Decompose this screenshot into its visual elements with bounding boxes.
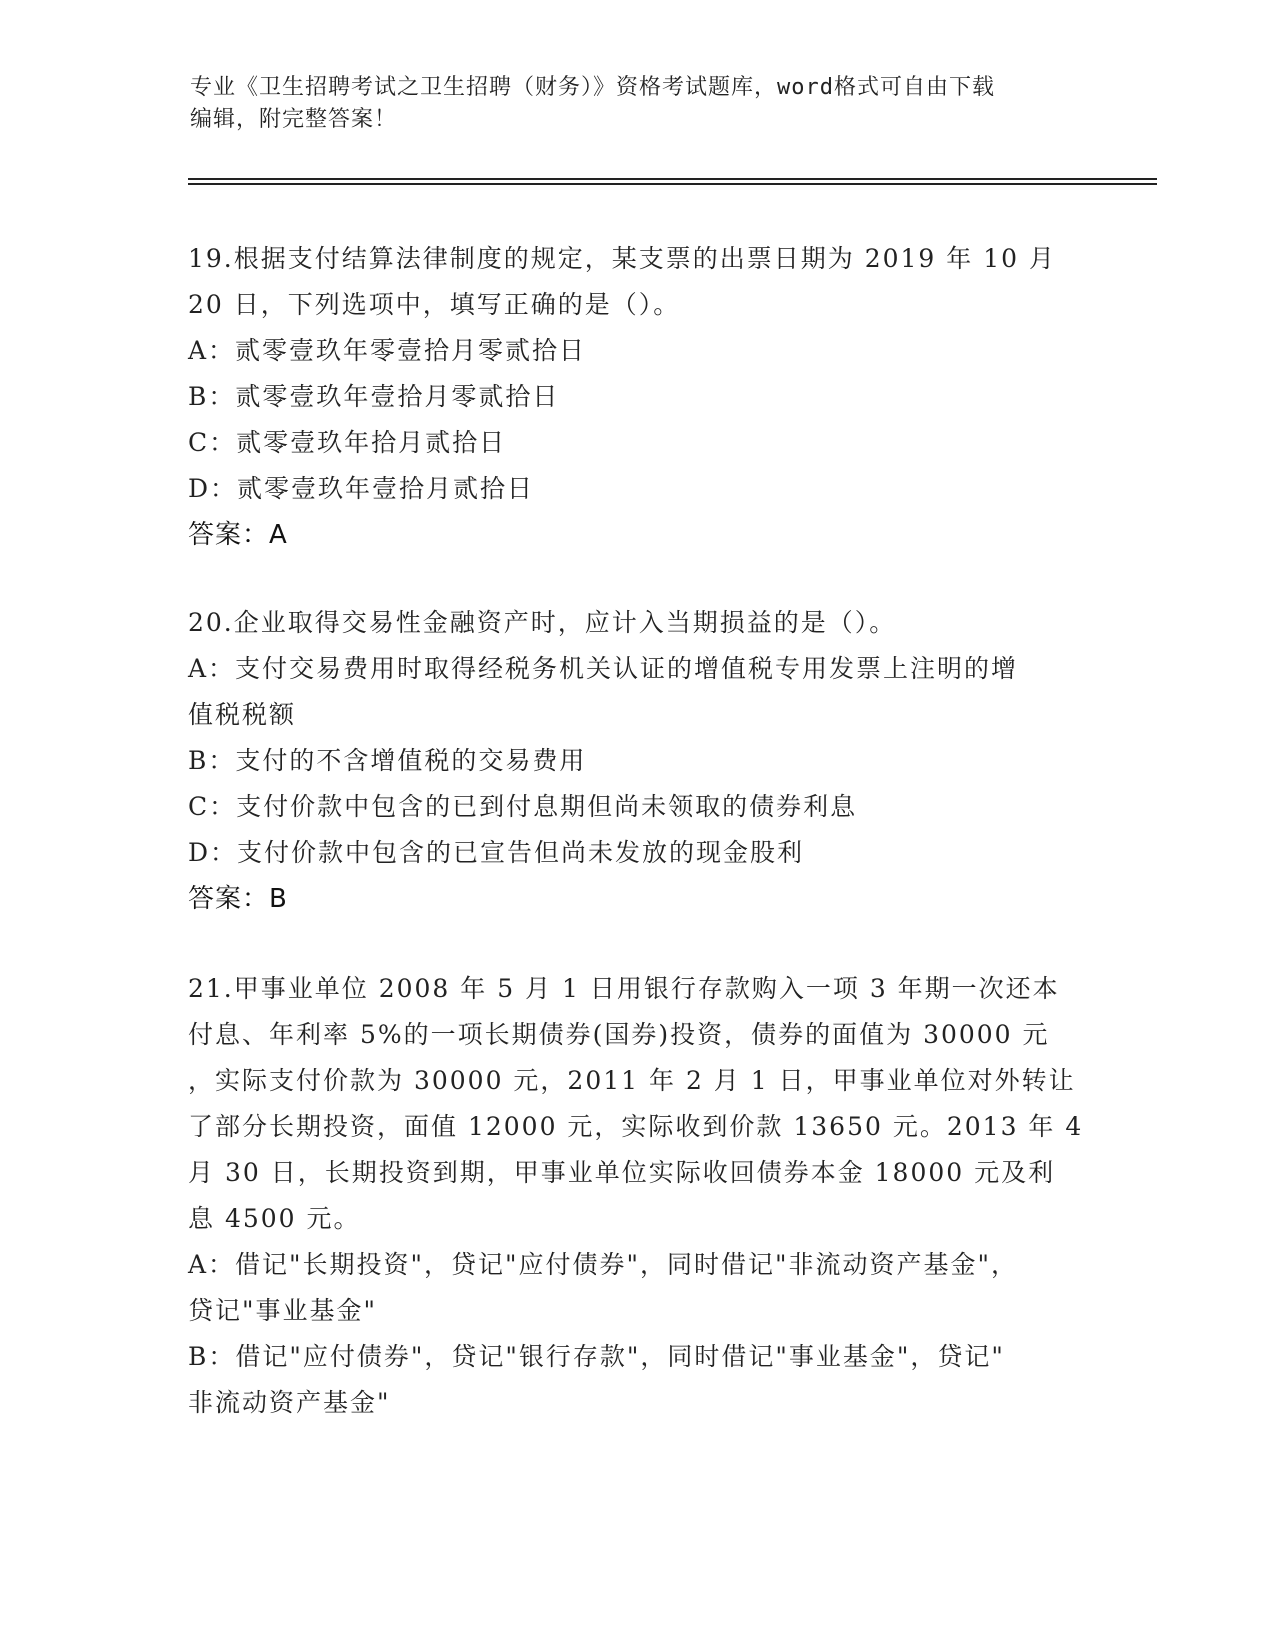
option-a-continued: 值税税额 [188, 700, 297, 729]
header-line: 专业《卫生招聘考试之卫生招聘（财务）》资格考试题库，word格式可自由下载 [190, 75, 995, 100]
question-19 [188, 236, 1088, 558]
option-b: B：贰零壹玖年壹拾月零贰拾日 [188, 382, 560, 411]
option-a: A：借记"长期投资"，贷记"应付债券"，同时借记"非流动资产基金"， [188, 1250, 1019, 1279]
question-21 [188, 966, 1088, 1426]
question-text: 20 日，下列选项中，填写正确的是（）。 [188, 290, 681, 319]
document-header [190, 72, 1090, 136]
option-d: D：支付价款中包含的已宣告但尚未发放的现金股利 [188, 838, 805, 867]
option-a: A：支付交易费用时取得经税务机关认证的增值税专用发票上注明的增 [188, 654, 1019, 683]
answer: 答案：B [188, 884, 288, 914]
option-b: B：支付的不含增值税的交易费用 [188, 746, 587, 775]
question-20 [188, 600, 1088, 922]
question-text: 息 4500 元。 [188, 1204, 361, 1233]
question-text: 了部分长期投资，面值 12000 元，实际收到价款 13650 元。2013 年 4 [188, 1112, 1084, 1141]
question-text: 20.企业取得交易性金融资产时，应计入当期损益的是（）。 [188, 608, 897, 637]
header-line: 编辑，附完整答案！ [190, 107, 398, 132]
question-text: ，实际支付价款为 30000 元，2011 年 2 月 1 日，甲事业单位对外转让 [188, 1066, 1076, 1095]
answer: 答案：A [188, 520, 288, 550]
option-b: B：借记"应付债券"，贷记"银行存款"，同时借记"事业基金"，贷记" [188, 1342, 1005, 1371]
option-c: C：支付价款中包含的已到付息期但尚未领取的债券利息 [188, 792, 858, 821]
question-text: 21.甲事业单位 2008 年 5 月 1 日用银行存款购入一项 3 年期一次还本 [188, 974, 1060, 1003]
option-c: C：贰零壹玖年拾月贰拾日 [188, 428, 507, 457]
option-a-continued: 贷记"事业基金" [188, 1296, 377, 1325]
question-text: 付息、年利率 5%的一项长期债券(国券)投资，债券的面值为 30000 元 [188, 1020, 1050, 1049]
question-text: 19.根据支付结算法律制度的规定，某支票的出票日期为 2019 年 10 月 [188, 244, 1056, 273]
option-a: A：贰零壹玖年零壹拾月零贰拾日 [188, 336, 587, 365]
option-b-continued: 非流动资产基金" [188, 1388, 391, 1417]
question-text: 月 30 日，长期投资到期，甲事业单位实际收回债券本金 18000 元及利 [188, 1158, 1056, 1187]
header-divider [188, 178, 1157, 180]
header-divider [188, 183, 1157, 185]
option-d: D：贰零壹玖年壹拾月贰拾日 [188, 474, 535, 503]
